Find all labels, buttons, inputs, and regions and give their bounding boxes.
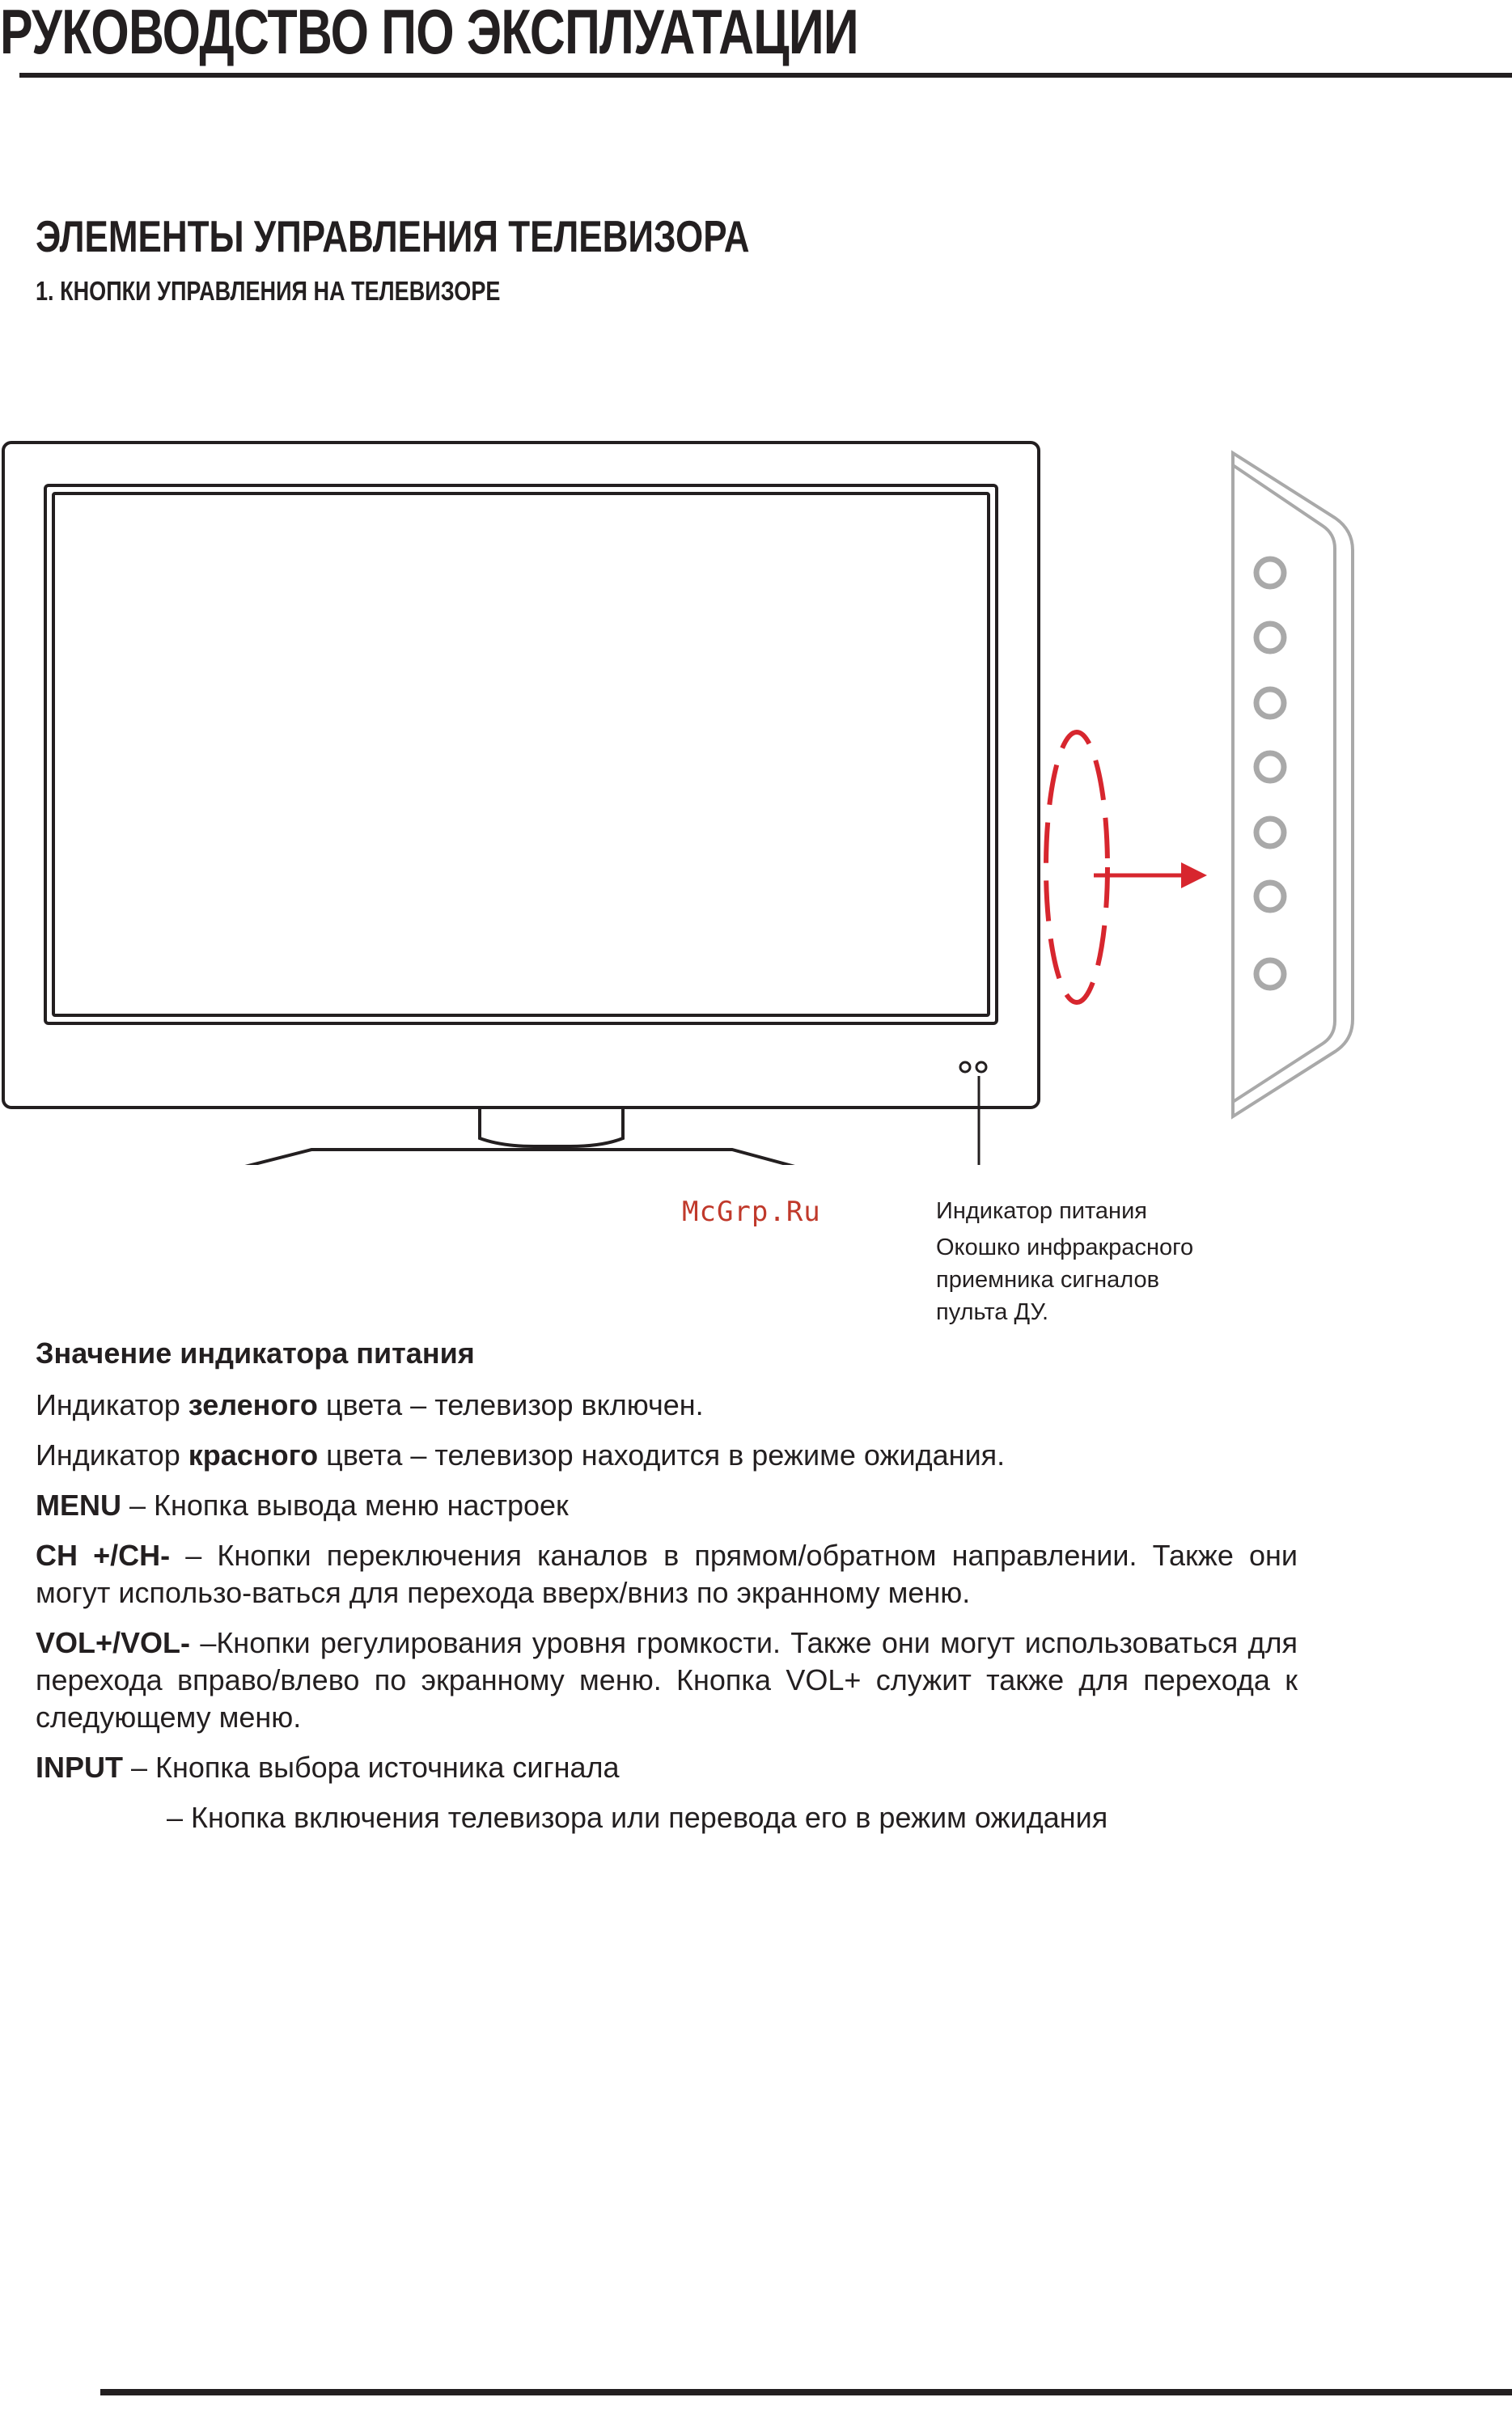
volume-key: VOL+/VOL-: [36, 1626, 191, 1659]
callout-ir-line-2: приемника сигналов: [936, 1267, 1160, 1293]
green-post: цвета – телевизор включен.: [317, 1388, 704, 1421]
input-description: [36, 1749, 1298, 1786]
tv-bezel: [3, 443, 1039, 1108]
side-button-1: [1256, 559, 1284, 587]
volume-text: –Кнопки регулирования уровня громкости. Также они могут использоваться для перехода вправо/влево по экранному меню. Кнопка VOL+ служит также для перехода к следующему меню.: [36, 1626, 1298, 1734]
zoom-arrow-head: [1181, 862, 1207, 888]
callout-power-indicator: Индикатор питания: [936, 1198, 1147, 1224]
description-block: [36, 1335, 1298, 1849]
tv-neck: [480, 1108, 623, 1146]
side-button-4: [1256, 753, 1284, 781]
red-post: цвета – телевизор находится в режиме ожидания.: [318, 1438, 1006, 1472]
input-key: INPUT: [36, 1751, 123, 1784]
volume-description: [36, 1624, 1298, 1736]
header-rule: [19, 73, 1512, 78]
red-bold: красного: [188, 1438, 319, 1472]
side-button-5: [1256, 819, 1284, 846]
tv-illustration: [0, 437, 1512, 1165]
side-button-7: [1256, 960, 1284, 988]
side-buttons: [1256, 559, 1284, 988]
indicator-heading: Значение индикатора питания: [36, 1336, 475, 1370]
page-header-title: РУКОВОДСТВО ПО ЭКСПЛУАТАЦИИ: [0, 0, 858, 67]
power-text: – Кнопка включения телевизора или перевода его в режим ожидания: [167, 1801, 1108, 1834]
green-pre: Индикатор: [36, 1388, 188, 1421]
green-bold: зеленого: [188, 1388, 318, 1421]
section-subtitle: 1. КНОПКИ УПРАВЛЕНИЯ НА ТЕЛЕВИЗОРЕ: [36, 276, 501, 306]
input-text: – Кнопка выбора источника сигнала: [123, 1751, 620, 1784]
side-button-3: [1256, 689, 1284, 717]
callout-text: [936, 1195, 1193, 1328]
tv-stand-base: [239, 1150, 801, 1165]
red-indicator-line: [36, 1437, 1298, 1474]
side-button-2: [1256, 624, 1284, 651]
tv-screen-inner: [53, 493, 989, 1015]
menu-text: – Кнопка вывода меню настроек: [121, 1489, 569, 1522]
section-title: ЭЛЕМЕНТЫ УПРАВЛЕНИЯ ТЕЛЕВИЗОРА: [36, 211, 750, 261]
channel-key: CH +/CH-: [36, 1539, 171, 1572]
side-button-6: [1256, 883, 1284, 910]
menu-description: [36, 1487, 1298, 1524]
button-area-highlight: [1046, 732, 1108, 1002]
red-pre: Индикатор: [36, 1438, 188, 1472]
green-indicator-line: [36, 1387, 1298, 1424]
channel-description: [36, 1537, 1298, 1612]
ir-receiver-window: [976, 1062, 986, 1072]
footer-rule: [100, 2389, 1512, 2395]
menu-key: MENU: [36, 1489, 121, 1522]
power-indicator-led: [960, 1062, 970, 1072]
power-description: [36, 1799, 1298, 1836]
watermark: McGrp.Ru: [682, 1196, 821, 1228]
callout-ir-line-3: пульта ДУ.: [936, 1299, 1049, 1325]
side-button-panel: [1233, 453, 1353, 1116]
channel-text: – Кнопки переключения каналов в прямом/обратном направлении. Также они могут использо-ваться для перехода вверх/вниз по экранному меню.: [36, 1539, 1298, 1609]
callout-ir-line-1: Окошко инфракрасного: [936, 1235, 1194, 1260]
tv-screen-outer: [45, 485, 997, 1023]
